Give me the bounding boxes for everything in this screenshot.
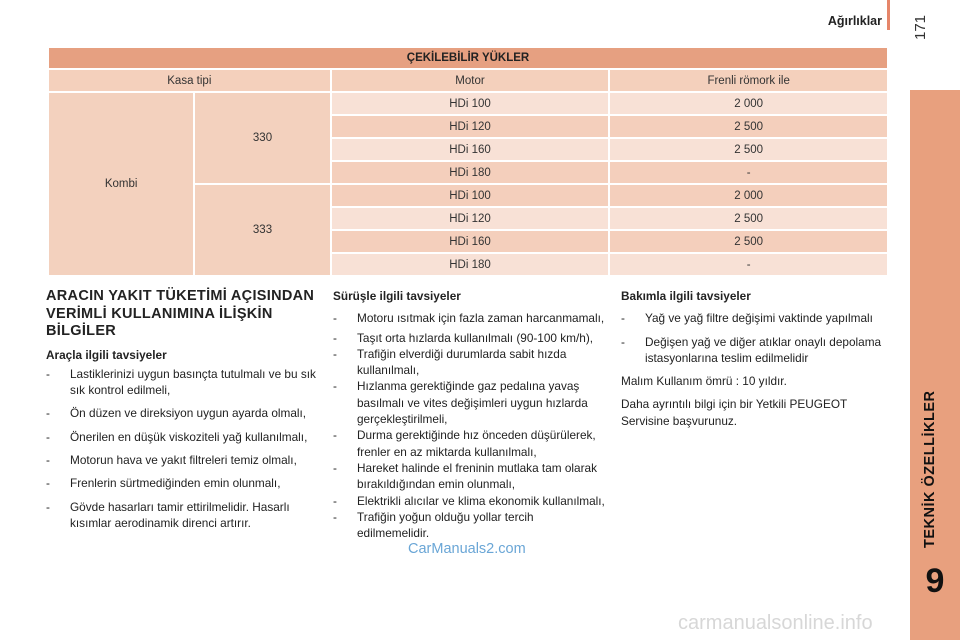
engine-cell: HDi 100 [332,185,609,206]
maintenance-advice-list [621,310,891,366]
list-item: - Yağ ve yağ filtre değişimi vaktinde yapılmalı [621,310,891,326]
load-cell: 2 500 [610,208,887,229]
list-item: - Taşıt orta hızlarda kullanılmalı (90-100 km/h), [333,330,605,346]
table-title: ÇEKİLEBİLİR YÜKLER [49,48,887,68]
driving-advice-column [333,288,605,541]
list-item: - Elektrikli alıcılar ve klima ekonomik kullanılmalı, [333,493,605,509]
header-accent-line [887,0,890,30]
maintenance-advice-heading: Bakımla ilgili tavsiyeler [621,289,751,303]
watermark-carmanuals2: CarManuals2.com [408,541,526,557]
driving-advice-heading: Sürüşle ilgili tavsiyeler [333,289,461,303]
engine-cell: HDi 160 [332,139,609,160]
chapter-title: TEKNİK ÖZELLİKLER [922,390,938,548]
engine-cell: HDi 120 [332,208,609,229]
list-item: - Gövde hasarları tamir ettirilmelidir. Hasarlı kısımlar aerodinamik direnci artırır. [46,499,318,532]
vehicle-advice-heading: Araçla ilgili tavsiyeler [46,347,167,362]
maintenance-advice-column [621,288,891,436]
page-number: 171 [912,14,929,40]
vehicle-advice-list [46,366,318,531]
load-cell: 2 000 [610,185,887,206]
load-cell: 2 000 [610,93,887,114]
service-life-text: Malım Kullanım ömrü : 10 yıldır. [621,374,787,389]
engine-cell: HDi 100 [332,93,609,114]
column-header-braked-trailer: Frenli römork ile [610,70,887,91]
engine-cell: HDi 180 [332,162,609,183]
list-item: - Hareket halinde el freninin mutlaka tam olarak bırakıldığından emin olunmalı, [333,460,605,493]
chapter-side-tab [910,90,960,640]
list-item: - Ön düzen ve direksiyon uygun ayarda olmalı, [46,405,318,421]
driving-advice-list [333,310,605,541]
towable-loads-table [47,46,889,277]
list-item: - Durma gerektiğinde hız önceden düşürülerek, frenler en az miktarda kullanılmalı, [333,427,605,460]
list-item: - Motoru ısıtmak için fazla zaman harcanmamalı, [333,310,605,326]
engine-cell: HDi 180 [332,254,609,275]
chapter-number: 9 [925,562,945,600]
list-item: - Trafiğin yoğun olduğu yollar tercih edilmemelidir. [333,509,605,542]
load-cell: 2 500 [610,231,887,252]
load-cell: - [610,162,887,183]
section-heading: ARACIN YAKIT TÜKETİMİ AÇISINDAN VERİMLİ KULLANIMINA İLİŞKİN BİLGİLER [46,288,315,339]
list-item: - Önerilen en düşük viskoziteli yağ kullanılmalı, [46,429,318,445]
list-item: - Motorun hava ve yakıt filtreleri temiz olmalı, [46,452,318,468]
group-value-cell: 330 [195,93,329,183]
load-cell: 2 500 [610,139,887,160]
engine-cell: HDi 160 [332,231,609,252]
group-value-cell: 333 [195,185,329,275]
list-item: - Lastiklerinizi uygun basınçta tutulmalı ve bu sık sık kontrol edilmeli, [46,366,318,399]
list-item: - Frenlerin sürtmediğinden emin olunmalı, [46,475,318,491]
body-type-cell: Kombi [49,93,193,275]
column-header-engine: Motor [332,70,609,91]
engine-cell: HDi 120 [332,116,609,137]
dealer-info-text: Daha ayrıntılı bilgi için bir Yetkili PEUGEOT Servisine başvurunuz. [621,397,847,428]
list-item: - Trafiğin elverdiği durumlarda sabit hızda kullanılmalı, [333,346,605,379]
column-header-body-type: Kasa tipi [49,70,330,91]
watermark-carmanualsonline: carmanualsonline.info [678,612,873,634]
fuel-economy-column [46,288,318,538]
header-title: Ağırlıklar [827,14,882,28]
list-item: - Değişen yağ ve diğer atıklar onaylı depolama istasyonlarına teslim edilmelidir [621,334,891,367]
load-cell: - [610,254,887,275]
load-cell: 2 500 [610,116,887,137]
list-item: - Hızlanma gerektiğinde gaz pedalına yavaş basılmalı ve vites değişimleri uygun hızlarda gerçekleştirilmeli, [333,378,605,427]
